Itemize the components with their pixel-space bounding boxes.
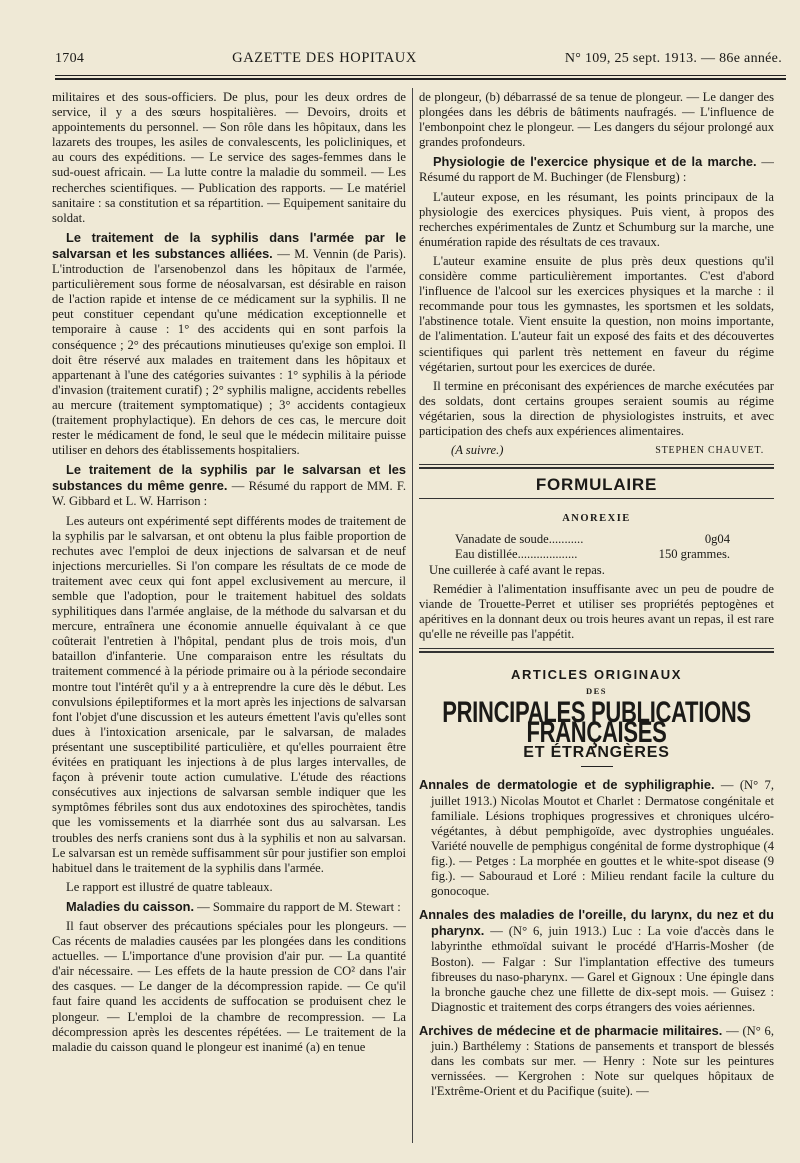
section-rule	[419, 464, 774, 465]
journal-title: GAZETTE DES HOPITAUX	[232, 50, 417, 66]
publication-entry	[419, 1023, 774, 1099]
publication-title: Annales de dermatologie et de syphiligraphie.	[419, 777, 715, 793]
publication-text: — (N° 7, juillet 1913.) Nicolas Moutot et Charlet : Dermatose congénitale et familiale. Lésions trophiques progressives et chroniques ulcéro-végétantes, à début pemphigoïde, avec dystrophies unguéales. Variété nouvelle de pemphigus congénital de forme dystrophique (4 fig.). — Petges : La morphée en gouttes et le white-spot disease (9 fig.). — Sabouraud et Loré : Milieu rendant facile la culture du gonocoque.	[431, 778, 774, 899]
article-text: — M. Vennin (de Paris). L'introduction de l'arsenobenzol dans les hôpitaux de l'armée, particulièrement sous forme de néosalvarsan, est désirable en raison de l'action rapide et intense de ce médicament sur la syphilis. Il ne peut constituer cependant qu'une médication exceptionnelle et temporaire à cause : 1° des accidents qui en sont parfois la conséquence ; 2° des précautions minutieuses qu'exige son emploi. Il doit être réservé aux malades en traitement dans les hôpitaux et appartenant à l'une des catégories suivantes : 1° syphilis à la période d'invasion (traitement curatif) ; 2° syphilis maligne, accidents rebelles au mercure (traitement symptomatique) ; 3° accidents contagieux (traitement prophylactique). En dehors de ces cas, le mercure doit rester le médicament de fond, le seul que le médecin militaire puisse utiliser en dehors des établissements hospitaliers.	[52, 246, 406, 458]
section-rule-thick	[419, 651, 774, 653]
ingredient-name: Vanadate de soude...........	[455, 532, 584, 547]
column-divider	[412, 88, 413, 1143]
formulaire-heading: FORMULAIRE	[535, 475, 658, 495]
section-rule-thick	[419, 467, 774, 469]
page-number: 1704	[55, 51, 85, 66]
ingredient-dose: 0g04	[704, 532, 730, 547]
publication-text: — (N° 6, juin 1913.) Luc : La voie d'accès dans le labyrinthe ethmoïdal suivant le procédé d'Harris-Mosher (de Boston). — Falgar : Sur l'implantation effective des tumeurs fibreuses du naso-pharynx. — Garel et Gignoux : Une épingle dans la bronche gauche chez une fillette de dix-sept mois. — Guisez : Diagnostic et traitement des corps étrangers des voies aériennes.	[431, 924, 774, 1014]
article-salvarsan-armee	[52, 230, 406, 458]
paragraph: Il termine en préconisant des expériences de marche exécutées par des soldats, dont certains groupes seraient soumis au régime végétarien, sous la direction de physiologistes instruits, et avec participation des chefs aux expériences alimentaires.	[419, 378, 774, 438]
recipe-line	[419, 532, 774, 547]
publications-heading: PRINCIPALES PUBLICATIONS FRANÇAISES	[442, 695, 751, 750]
section-rule	[419, 498, 774, 499]
publication-title: Archives de médecine et de pharmacie militaires.	[419, 1022, 723, 1038]
page-header	[55, 50, 782, 76]
issue-info: N° 109, 25 sept. 1913. — 86e année.	[564, 51, 782, 66]
paragraph: militaires et des sous-officiers. De plus, pour les deux ordres de service, il y a des sœurs hospitalières. — Devoirs, droits et appointements du personnel. — Son rôle dans les hôpitaux, dans les lazarets des troupes, les asiles de convalescents, les policliniques, et au cours des expéditions. — Le service des sages-femmes dans le sud-ouest africain. — La lutte contre la maladie du sommeil. — Les recherches scientifiques. — Publication des rapports. — Le matériel sanitaire : sa constitution et sa répartition. — Equipement sanitaire du soldat.	[52, 90, 406, 225]
article-title: Maladies du caisson.	[66, 898, 195, 914]
article-caisson	[52, 899, 406, 915]
ingredient-name: Eau distillée...................	[455, 547, 578, 562]
paragraph: Les auteurs ont expérimenté sept différents modes de traitement de la syphilis par le salvarsan, et ont obtenu la plus faible proportion de rechutes avec l'emploi de deux injections de salvarsan et de neuf injections mercurielles. Si l'on compare les résultats de ce mode de traitement avec ceux qui font appel exclusivement au mercure, il semble que l'adoption, pour le traitement habituel des soldats syphilitiques dans l'armée anglaise, de la méthode du salvarsan et du mercure, entraînera une économie annuelle équivalant à ce que coûterait l'entretien à l'hôpital, pendant plus de trois mois, d'un bataillon d'infanterie. Une comparaison entre les résultats du traitement commencé à la période primaire ou à la période secondaire montre tout l'intérêt qu'il y a à entreprendre la cure dès le début. Les convulsions épileptiformes et la mort après les injections de salvarsan font l'objet d'une discussion et les auteurs émettent l'avis qu'elles sont dues à l'intoxication arsenicale, par le salvarsan, de malades présentant une susceptibilité particulière, et qu'elles pourraient être évitées en pratiquant les injections à de plus larges intervalles, de façon à prévenir toute action cumulative. L'étude des réactions consécutives aux injections de salvarsan semble indiquer que les symptômes fébriles sont dus aux endotoxines des spirochètes, tandis que les vomissements et la diarrhée sont dus au salvarsan. Les troubles des nerfs craniens sont dus à la syphilis et non au salvarsan. Le salvarsan est un remède suffisamment sûr pour justifier son emploi habituel dans le traitement de la syphilis dans l'armée.	[52, 513, 406, 875]
right-column	[419, 90, 774, 1141]
article-physiologie	[419, 154, 774, 185]
publication-entry	[419, 907, 774, 1015]
article-title: Le traitement de la syphilis par le salvarsan et les substances du même genre.	[52, 462, 406, 494]
short-rule	[581, 766, 613, 767]
paragraph: Remédier à l'alimentation insuffisante avec un peu de poudre de viande de Trouette-Perret et utiliser ses propriétés peptogènes et apéritives en la donnant deux ou trois heures avant un repas, il est rare qu'elle ne réveille pas l'appétit.	[419, 581, 774, 641]
publication-entry	[419, 777, 774, 899]
publication-text: — (N° 6, juin.) Barthélemy : Stations de pansements et transport de blessés dans les combats sur mer. — Henry : Note sur les peintures vernissées. — Kergrohen : Note sur quelques hôpitaux de l'Extrême-Orient et du Pacifique (suite). —	[431, 1023, 774, 1099]
recipe-title: ANOREXIE	[562, 513, 631, 525]
section-rule	[419, 648, 774, 649]
ingredient-dose: 150 grammes.	[658, 547, 730, 562]
paragraph: de plongeur, (b) débarrassé de sa tenue de plongeur. — Le danger des plongées dans les débris de bâtiments naufragés. — L'influence de l'embonpoint chez le plongeur. — Les dangers du séjour prolongé aux grandes profondeurs.	[419, 90, 774, 150]
article-salvarsan-substances	[52, 462, 406, 509]
paragraph: Le rapport est illustré de quatre tableaux.	[66, 879, 273, 894]
signoff	[419, 443, 774, 458]
to-be-continued: (A suivre.)	[451, 443, 504, 458]
article-intro: — Résumé du rapport de MM. F. W. Gibbard et L. W. Harrison :	[52, 479, 406, 509]
article-intro: — Sommaire du rapport de M. Stewart :	[197, 899, 401, 914]
article-title: Physiologie de l'exercice physique et de la marche.	[433, 154, 757, 170]
publications-subheading: ET ÉTRANGÈRES	[523, 744, 670, 762]
publication-title: Annales des maladies de l'oreille, du larynx, du nez et du pharynx.	[419, 907, 774, 939]
recipe-note: Une cuillerée à café avant le repas.	[429, 562, 605, 577]
paragraph: Il faut observer des précautions spéciales pour les plongeurs. — Cas récents de maladies causées par les plongées dans les conditions actuelles. — L'importance d'une provision d'air pur. — La quantité d'air nécessaire. — Les effets de la haute pression de CO² dans l'air des casques. — Le danger de la décompression rapide. — Ce qu'il faut faire quand les accidents de suffocation se produisent chez le plongeur. — L'emploi de la chambre de recompression. — La décompression après les descentes répétées. — Le traitement de la maladie du caisson quand le plongeur est inanimé (a) en tenue	[52, 918, 406, 1054]
articles-subheading: DES	[585, 686, 608, 697]
paragraph: L'auteur examine ensuite de plus près deux questions qu'il considère comme particulièrement importantes. C'est d'abord l'influence de l'alcool sur les exercices physiques et la marche : il recommande pour tous les gymnastes, les sportsmen et les soldats, l'abstinence totale. Vient ensuite la question, non moins importante, de l'alimentation. L'auteur fait un exposé des faits et des découvertes scientifiques qui parlent très nettement en faveur du régime végétarien, surtout pour les exercices de durée.	[419, 253, 774, 374]
header-rule-thick	[55, 78, 786, 80]
left-column	[52, 90, 406, 1141]
paragraph: L'auteur expose, en les résumant, les points principaux de la physiologie des exercices physiques. Puis vient, à propos des recherches expérimentales de Zuntz et Schumburg sur la marche, une énumération rapide des résultats de ces travaux.	[419, 189, 774, 249]
recipe-line	[419, 547, 774, 562]
article-intro: — Résumé du rapport de M. Buchinger (de Flensburg) :	[419, 155, 774, 185]
header-rule	[55, 75, 786, 76]
author-signature: STEPHEN CHAUVET.	[655, 445, 764, 457]
articles-heading: ARTICLES ORIGINAUX	[510, 667, 683, 682]
article-title: Le traitement de la syphilis dans l'armée par le salvarsan et les substances alliées.	[52, 229, 406, 261]
